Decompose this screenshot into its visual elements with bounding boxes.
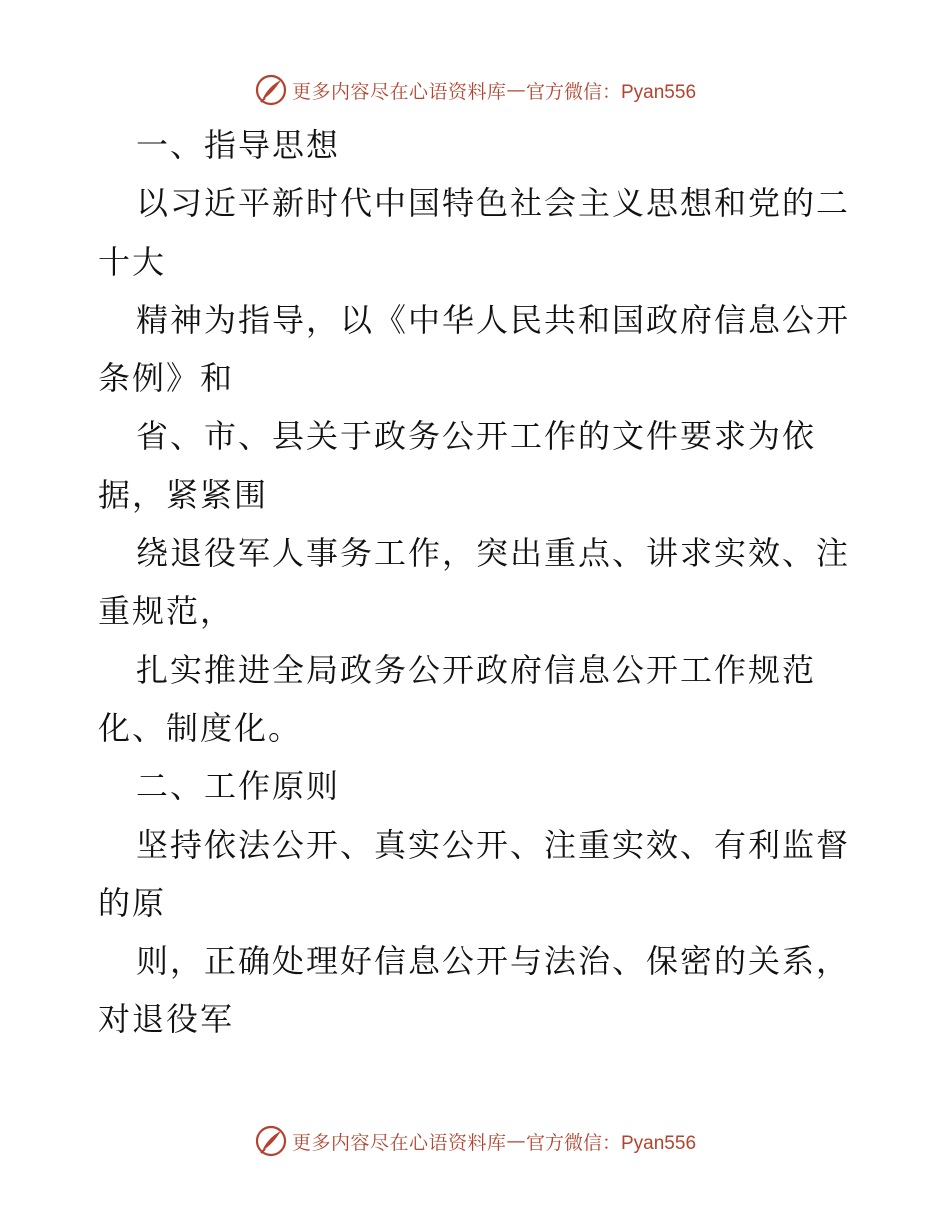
watermark-site-text: 更多内容尽在心语资料库 xyxy=(291,1131,507,1154)
footer-watermark xyxy=(0,1121,950,1161)
paragraph-line: 化、制度化。 xyxy=(98,708,303,747)
quill-pen-logo-icon xyxy=(254,1124,288,1158)
heading-guiding-ideology: 一、指导思想 xyxy=(136,126,341,164)
watermark-wechat-text: 官方微信：Pyan556 xyxy=(526,1132,697,1154)
watermark-separator: — xyxy=(506,1130,526,1152)
paragraph-line: 扎实推进全局政务公开政府信息公开工作规范 xyxy=(136,650,817,689)
paragraph-line: 精神为指导，以《中华人民共和国政府信息公开 xyxy=(136,300,851,339)
paragraph-line: 坚持依法公开、真实公开、注重实效、有利监督 xyxy=(136,825,851,864)
paragraph-line: 对退役军 xyxy=(98,1000,235,1039)
heading-working-principles: 二、工作原则 xyxy=(136,767,341,806)
paragraph-line: 以习近平新时代中国特色社会主义思想和党的二 xyxy=(136,184,851,223)
watermark-separator: — xyxy=(506,79,526,101)
paragraph-line: 十大 xyxy=(98,242,167,281)
watermark-wechat-text: 官方微信：Pyan556 xyxy=(526,81,697,103)
paragraph-line: 条例》和 xyxy=(98,359,235,398)
header-watermark xyxy=(0,70,950,110)
paragraph-line: 据，紧紧围 xyxy=(98,475,269,514)
document-body xyxy=(98,116,888,1049)
quill-pen-logo-icon xyxy=(254,73,288,107)
paragraph-line: 重规范， xyxy=(98,592,235,631)
paragraph-line: 省、市、县关于政务公开工作的文件要求为依 xyxy=(136,417,817,456)
paragraph-line: 则，正确处理好信息公开与法治、保密的关系， xyxy=(136,942,851,981)
paragraph-line: 绕退役军人事务工作，突出重点、讲求实效、注 xyxy=(136,534,851,573)
watermark-site-text: 更多内容尽在心语资料库 xyxy=(291,80,507,103)
paragraph-line: 的原 xyxy=(98,883,167,922)
